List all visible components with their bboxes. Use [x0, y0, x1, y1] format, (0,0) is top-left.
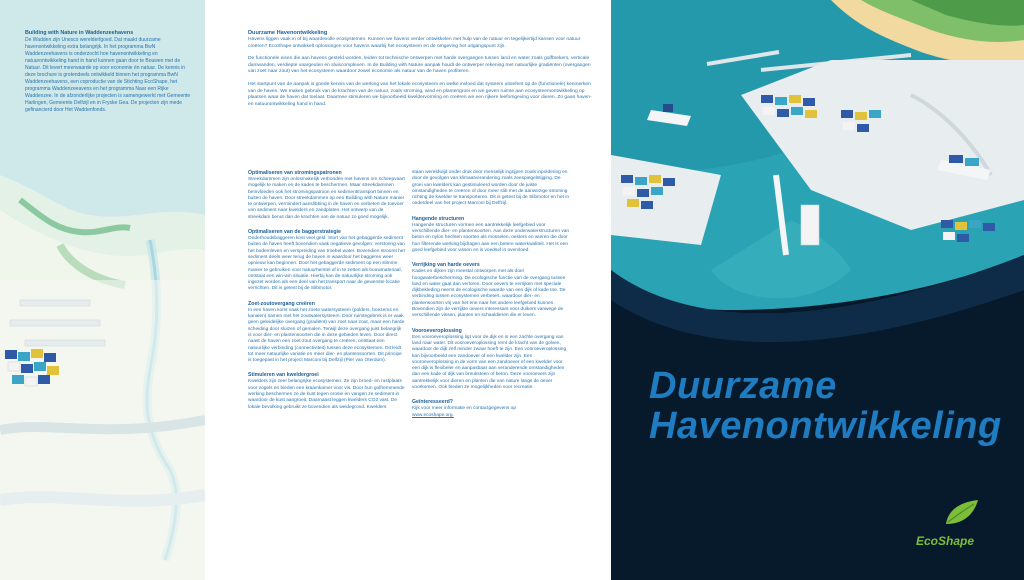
section-body: In een haven komt vaak het zoete watersysteem (polders, boezems en kanalen) samen met het zoutwatersysteem. Door ruimtegebrek is er vaak geen geleidelijke overgang (gradiënt) van zoet naar zout, maar een harde scheiding door sluizen of gemalen. Terwijl deze overgang juist belangrijk is voor dier- en plantensoorten die in deze gebieden leven. Door direct naast de haven een zoet-zout overgang te creëren, ontstaat een natuurlijke verbinding (connectiviteit) tussen deze ecosystemen. Dit leidt tot meer natuurlijke variatie en meer dier- en plantensoorten. Dit principe is toegepast in het project Marconi bij Delfzijl (Pier van Oterdum).	[248, 307, 405, 364]
cover-title	[649, 366, 1002, 446]
section-body	[412, 406, 570, 419]
section-vooroeveroplossing	[412, 328, 570, 392]
cover-title-line-2: Havenontwikkeling	[649, 405, 1002, 447]
harbour-illustration	[611, 0, 1024, 580]
intro-paragraph-2: De functionele eisen die aan havens gesteld worden, leiden tot technische ontwerpen met harde overgangen tussen land en water zoals golfbrekers, verticale damwanden, verdiepte vaargeulen en sluiscomplexen. In de Building with Nature aanpak houdt de ontwerper rekening met natuurlijke gradiënten (overgangen van zoet naar zout) van het ecosysteem waardoor zowel economie als natuur van de haven profiteren.	[248, 56, 591, 75]
section-harde-oevers	[412, 262, 570, 319]
ecoshape-website-link[interactable]: www.ecoshape.org.	[412, 412, 454, 418]
section-body: Onderhoudsbaggeren kost veel geld. Stort van het gebaggerde sediment buiten de haven heeft bovendien vaak negatieve gevolgen: verstoring van het bodemleven en verspreiding van troebel water. Bovendien stroomt het sediment deels weer terug de haven in waardoor het baggeren weer opnieuw kan beginnen. Door het gebaggerde sediment op een slimme manier te gebruiken voor natuurherstel of in te zetten als bouwmateriaal, ontstaat een win-win situatie. Hierbij kan de natuurlijke stroming ook ingezet worden als een deel van het transport naar de gewenste locatie verrichten. Dit is getest bij de Slibmotor.	[248, 236, 405, 292]
section-title: Geïnteresseerd?	[412, 399, 453, 406]
intro-paragraph-1: Havens liggen vaak in of bij waardevolle ecosystemen. Kunnen we havens verder ontwikkelen met hulp van de natuur en tegelijkertijd kansen voor natuur creëren? EcoShape ontwikkelt oplossingen voor havens waarbij het ecosysteem en de omgeving het uitgangspunt zijn.	[248, 37, 581, 49]
leaf-icon	[942, 498, 982, 528]
left-heading: Building with Nature in Waddenzeehavens	[25, 30, 134, 36]
section-title: Verrijking van harde oevers	[412, 262, 480, 269]
section-body: Streekdammen zijn onlosmakelijk verbonden met havens om scheepvaart mogelijk te maken en de kades te beschermen. Maar streekdammen beïnvloeden ook het stromingspatroon en sedimenttransport binnen en buiten de haven. Door streekdammen op een Building with Nature manier te ontwerpen, vermindert aanslibbing in de haven en verbetert de toevoer van sediment naar kwelders en zandplaten. Het ontwerp van de streekdam benut dan de krachten van de natuur zo goed mogelijk.	[248, 177, 405, 220]
section-kweldergroei-continued	[412, 170, 570, 208]
left-body-text: De Wadden zijn Unesco werelderfgoed. Dat maakt duurzame havenontwikkeling extra belangrijk. In het programma BwN Waddenzeehavens is onderzocht hoe havenontwikkeling en natuurontwikkeling hand in hand kunnen gaan door te Bouwen met de Natuur. Dit levert meerwaarde op voor economie én natuur. De kennis in deze brochure is grotendeels ontwikkeld binnen het programma BwN Waddenzeehavens, een coproductie van de Stichting EcoShape, het programma Waddenzeeavens en het programma Naar een Rijke Waddenzee. In de afzonderlijke projecten is samengewerkt met Gemeente Harlingen, Gemeente Delfzijl en in Fryske Gea. De projecten zijn mede gefinancierd door Het Waddenfonds.	[25, 37, 191, 113]
cover-panel	[611, 0, 1024, 580]
section-body: Hangende structuren vormen een aantrekkelijk leefgebied voor verschillende dier- en plantensoorten. Aan deze onderwaterstructuren van beton en nylon hechten soorten als mosselen, oesters en wieren die door hun filterende werking bijdragen aan een betere waterkwaliteit. Het is een goed leefgebied voor vissen en is voedsel in overvloed.	[412, 222, 570, 253]
section-baggerstrategie	[248, 229, 406, 293]
left-panel	[0, 0, 205, 580]
logo-text: EcoShape	[916, 534, 975, 548]
ecoshape-logo	[916, 498, 996, 548]
intro-title: Duurzame Havenontwikkeling	[248, 30, 328, 36]
section-geinteresseerd	[412, 399, 570, 419]
section-title: Optimaliseren van de baggerstrategie	[248, 229, 341, 236]
section-title: Vooroeveroplossing	[412, 327, 462, 334]
middle-panel	[205, 0, 611, 580]
intro-paragraph-3: Het startpunt van de aanpak is goede kennis van de werking van het lokale ecosysteem en welke invloed dat systeem uitoefent op de (functionele) kenmerken van de haven. We maken gebruik van de krachten van de natuur, zoals stroming, wind en plantengroei en we geven ruimte aan ecosysteemontwikkeling op plaatsen waar de haven dat toelaat. Daarmee stimuleren we bijvoorbeeld kweldervorming en creëren we een rijkere leefomgeving voor dieren. Zo gaan haven- en natuurontwikkeling hand in hand.	[248, 81, 592, 107]
section-kweldergroei	[248, 372, 406, 410]
section-zoet-zout	[248, 301, 406, 365]
intro-block	[248, 30, 593, 114]
section-title: Optimaliseren van stromingspatronen	[248, 170, 342, 176]
section-body: Een vooroeveroplossing ligt voor de dijk en is een zachte overgang van land naar water. Dit vooroeveroplossing remt de kracht van de golven, waardoor de dijk zelf minder zwaar hoeft te zijn. Een vooroeveroplossing kan bijvoorbeeld een zandoever of een kwelder zijn. Een vooroeveroplossing in de vorm van een zandoever of een kwelder voor een dijk is flexibeler en aanpasbaar aan veranderende omstandigheden dan een kade of dijk van breuksteen of beton. Deze vooroevers zijn aantrekkelijk voor dieren en planten die van nature langs de oever voorkomen. Ook bieden ze mogelijkheden voor recreatie.	[412, 334, 567, 391]
text-column-2	[412, 170, 570, 427]
section-stromingspatronen	[248, 170, 406, 221]
section-title: Hangende structuren	[412, 215, 465, 222]
contact-text: Kijk voor meer informatie en contactgegevens op	[412, 406, 516, 412]
section-body: staan wereldwijd onder druk door menselijk ingrijpen zoals inpoldering en door de gevolgen van klimaatverandering zoals zeespiegelstijging. De groei van kwelders kan gestimuleerd worden door de juiste omstandigheden te creëren of door meer slib met de aanwezige stroming richting de kwelder te transporteren. Dit is getest bij de Slibmotor en het in onderdeel van het project Marconi bij Delfzijl.	[412, 170, 570, 207]
text-column-1	[248, 170, 406, 419]
section-body: Kwelders zijn zeer belangrijke ecosystemen. Ze zijn broed- en rustplaats voor vogels en bieden een kraamkamer voor vis. Door hun golfremmende werking beschermen ze de kust tegen erosie en vangen ze sediment in waardoor de kust aangroeit. Daarnaast leggen kwelders CO2 vast. De lokale bevolking gebruikt ze bovendien als weidegrond. Kwelders	[248, 379, 405, 410]
section-title: Zoet-zoutovergang creëren	[248, 300, 315, 307]
cover-title-line-1: Duurzame	[649, 365, 837, 407]
section-hangende-structuren	[412, 216, 570, 254]
section-title: Stimuleren van kweldergroei	[248, 372, 319, 379]
section-body: Kades en dijken zijn meestal ontworpen met als doel hoogwaterbescherming. De ecologische functie van de overgang tussen land en water gaat dan verloren. Door oevers te verrijken met speciale dijkbekleding neemt de ecologische waarde van een dijk of kade toe. De verbinding tussen ecosystemen verbetert, waardoor dier- en plantensoorten vrij van het ene naar het andere leefgebied kunnen. Bovendien zijn de verrijkte oevers interessant voor duikers vanwege de verschillende vissen, planten en schaaldieren die er leven.	[412, 269, 566, 319]
